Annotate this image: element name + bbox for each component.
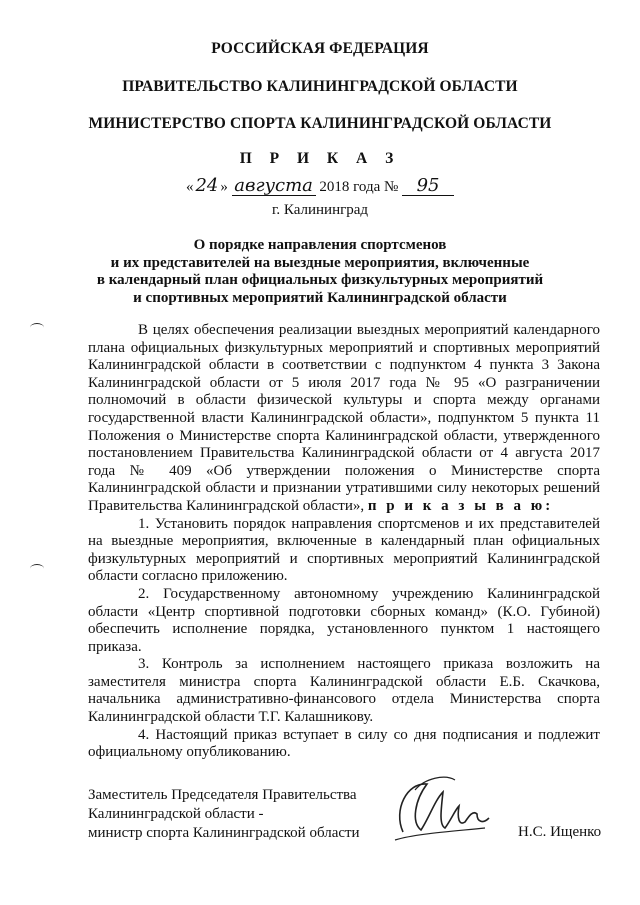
date-close-quote: » bbox=[220, 179, 228, 195]
item-paragraph: 2. Государственному автономному учреждению Калининградской области «Центр спортивной подготовки сборных команд» (К.О. Губиной) обеспечить исполнение порядка, установленного пунктом 1 настоящего приказа. bbox=[88, 585, 600, 655]
city-line: г. Калининград bbox=[271, 202, 369, 218]
date-day: 24 bbox=[195, 175, 219, 196]
order-word: п р и к а з ы в а ю: bbox=[367, 497, 554, 514]
country-heading: РОССИЙСКАЯ ФЕДЕРАЦИЯ bbox=[211, 40, 429, 57]
subject-line: О порядке направления спортсменов bbox=[193, 237, 447, 253]
date-month: августа bbox=[232, 177, 316, 196]
item-paragraph: 4. Настоящий приказ вступает в силу со дня подписания и подлежит официальному опубликованию. bbox=[88, 726, 600, 761]
subject-line: и спортивных мероприятий Калининградской области bbox=[133, 289, 507, 306]
ministry-heading: МИНИСТЕРСТВО СПОРТА КАЛИНИНГРАДСКОЙ ОБЛАСТИ bbox=[88, 115, 552, 132]
signatory-line: Заместитель Председателя Правительства bbox=[88, 787, 357, 803]
date-year-text: 2018 года № bbox=[319, 179, 399, 195]
signatory-line: министр спорта Калининградской области bbox=[88, 825, 360, 841]
signatory-title bbox=[88, 786, 388, 843]
hole-punch-mark bbox=[30, 564, 44, 573]
signatory-name: Н.С. Ищенко bbox=[518, 824, 602, 840]
doc-type-heading: П Р И К А З bbox=[239, 150, 401, 167]
government-heading: ПРАВИТЕЛЬСТВО КАЛИНИНГРАДСКОЙ ОБЛАСТИ bbox=[122, 78, 518, 95]
date-open-quote: « bbox=[185, 179, 194, 195]
subject-line: и их представителей на выездные мероприятия, включенные bbox=[110, 254, 530, 271]
order-body bbox=[88, 322, 600, 762]
subject-line: в календарный план официальных физкультурных мероприятий bbox=[96, 272, 544, 288]
signatory-line: Калининградской области - bbox=[88, 806, 264, 822]
date-number-line bbox=[0, 177, 640, 196]
handwritten-signature bbox=[385, 770, 505, 845]
order-subject bbox=[60, 237, 580, 307]
preamble-paragraph bbox=[88, 322, 600, 516]
item-paragraph: 1. Установить порядок направления спортсменов и их представителей на выездные мероприятия, включенные в календарный план официальных физкультурных мероприятий и спортивных мероприятий Калининградской области согласно приложению. bbox=[88, 515, 600, 585]
item-paragraph: 3. Контроль за исполнением настоящего приказа возложить на заместителя министра спорта Калининградской области Е.Б. Скачкова, начальника административно-финансового отдела Министерства спорта Калининградской области Т.Г. Калашникову. bbox=[88, 656, 600, 726]
order-number: 95 bbox=[402, 177, 454, 196]
preamble-text: В целях обеспечения реализации выездных мероприятий календарного плана официальных физкультурных мероприятий и спортивных мероприятий Калининградской области в соответствии с подпунктом 4 пункта 3 Закона Калининградской области от 5 июля 2017 года № 95 «О разграничении полномочий в области физической культуры и спорта между органами государственной власти Калининградской области», подпунктом 5 пункта 11 Положения о Министерстве спорта Калининградской области, утвержденного постановлением Правительства Калининградской области от 4 августа 2017 года № 409 «Об утверждении положения о Министерстве спорта Калининградской области и признании утратившими силу некоторых решений Правительства Калининградской области», bbox=[88, 322, 600, 514]
hole-punch-mark bbox=[30, 323, 44, 332]
